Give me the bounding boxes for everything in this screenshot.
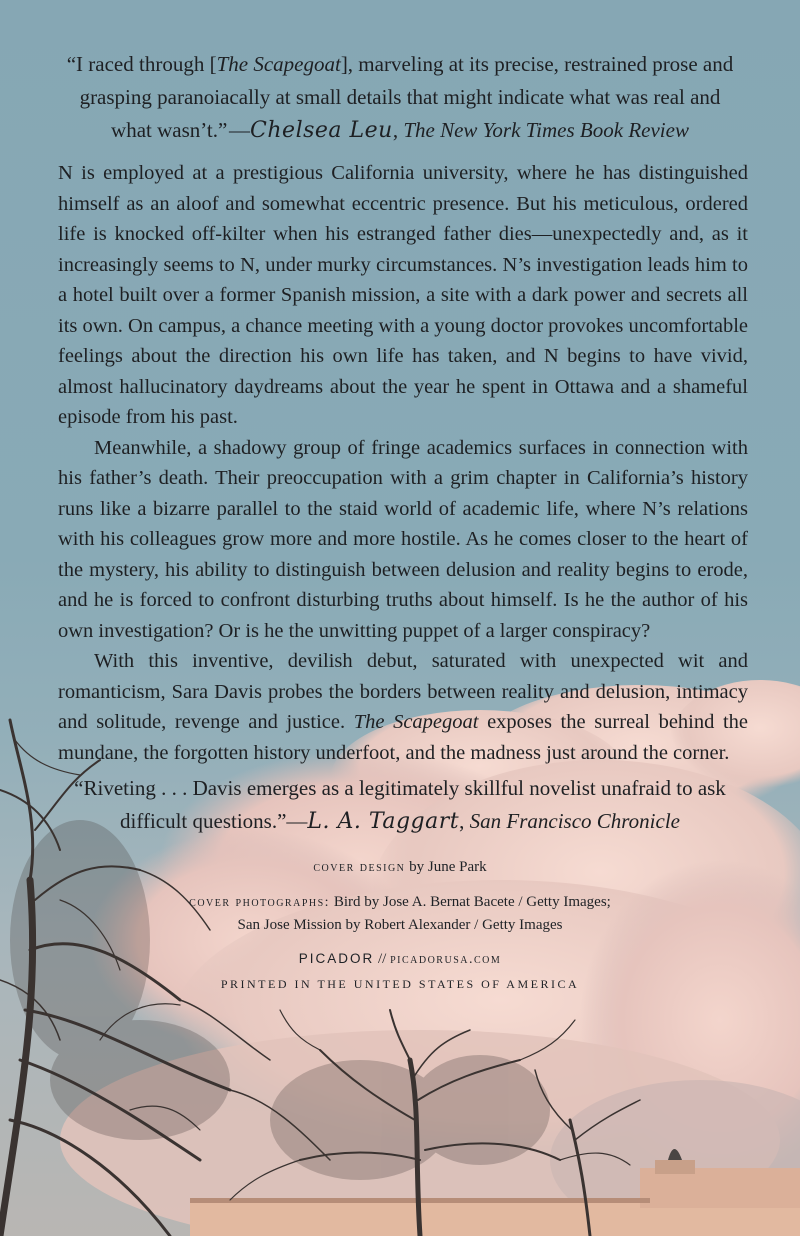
design-credit — [100, 856, 700, 879]
quote-opening: “I raced through [ — [66, 52, 217, 76]
publisher-website: picadorusa.com — [390, 952, 502, 967]
description-paragraph-1: N is employed at a prestigious California university, where he has distinguished himself as an aloof and somewhat eccentric presence. But his meticulous, ordered life is knocked off-kilter when his estranged father dies—unexpectedly and, as it increasingly seems to N, under murky circumstances. N’s investigation leads him to a hotel built over a former Spanish mission, a site with a dark power and secrets all its own. On campus, a chance meeting with a young doctor provokes uncomfortable feelings about the direction his own life has taken, and N begins to have vivid, almost hallucinatory daydreams about the year he spent in Ottawa and a shameful episode from his past. — [58, 162, 748, 428]
review-quote-bottom — [60, 772, 740, 838]
quote-author-signature: Chelsea Leu — [250, 118, 393, 143]
publisher-line — [100, 948, 700, 971]
paragraph-3-tail: exposes the surreal behind the mundane, the forgotten history underfoot, and the madness just around the corner. — [58, 711, 748, 764]
book-description — [58, 158, 748, 768]
quote-dash: — — [286, 809, 308, 833]
quote-author-signature: L. A. Taggart — [307, 809, 460, 834]
review-quote-top: “I raced through [The Scapegoat], marveling at its precise, restrained prose and grasping paranoiacally at small details that might indicate what was real and what wasn’t.” —Chelsea Leu, The New York Times Book Review — [66, 52, 734, 143]
quote-text: ], marveling at its precise, restrained prose and grasping paranoiacally at small details that might indicate what was real and what wasn’t.” — [79, 52, 734, 142]
publisher-name: PICADOR — [298, 951, 375, 966]
description-paragraph-2: Meanwhile, a shadowy group of fringe academics surfaces in connection with his father’s death. Their preoccupation with a grim chapter in California’s history runs like a bizarre parallel to the staid world of academic life, where N’s relations with his colleagues grow more and more hostile. As he comes closer to the heart of the mystery, his ability to distinguish between delusion and reality begins to erode, and he is forced to confront disturbing truths about himself. Is he the author of his own investigation? Or is he the unwitting puppet of a larger conspiracy? — [58, 436, 748, 642]
quote-separator: , — [459, 809, 470, 833]
photo-credit-label: cover photographs: — [189, 895, 331, 910]
description-paragraph-3 — [58, 646, 748, 768]
quote-text: “Riveting . . . Davis emerges as a legitimately skillful novelist unafraid to ask difficult questions.” — [74, 776, 726, 833]
paragraph-3-lead: With this inventive, devilish debut, saturated with unexpected wit and romanticism, Sara Davis probes the borders between reality and delusion, intimacy and solitude, revenge and justice. — [58, 650, 748, 733]
quote-source: The New York Times Book Review — [403, 118, 689, 142]
quote-book-title: The Scapegoat — [216, 52, 341, 76]
quote-source: San Francisco Chronicle — [469, 809, 680, 833]
photo-credit-text-1: Bird by Jose A. Bernat Bacete / Getty Images; — [330, 894, 611, 910]
design-credit-text: by June Park — [405, 859, 487, 875]
cover-credits — [100, 856, 700, 995]
quote-dash: — — [229, 118, 251, 142]
printed-in-line: PRINTED IN THE UNITED STATES OF AMERICA — [220, 977, 580, 991]
photo-credit — [100, 891, 700, 936]
design-credit-label: cover design — [313, 860, 406, 875]
paragraph-3-title: The Scapegoat — [353, 711, 479, 733]
photo-credit-text-2: San Jose Mission by Robert Alexander / Getty Images — [237, 917, 563, 933]
publisher-separator: // — [374, 951, 391, 967]
